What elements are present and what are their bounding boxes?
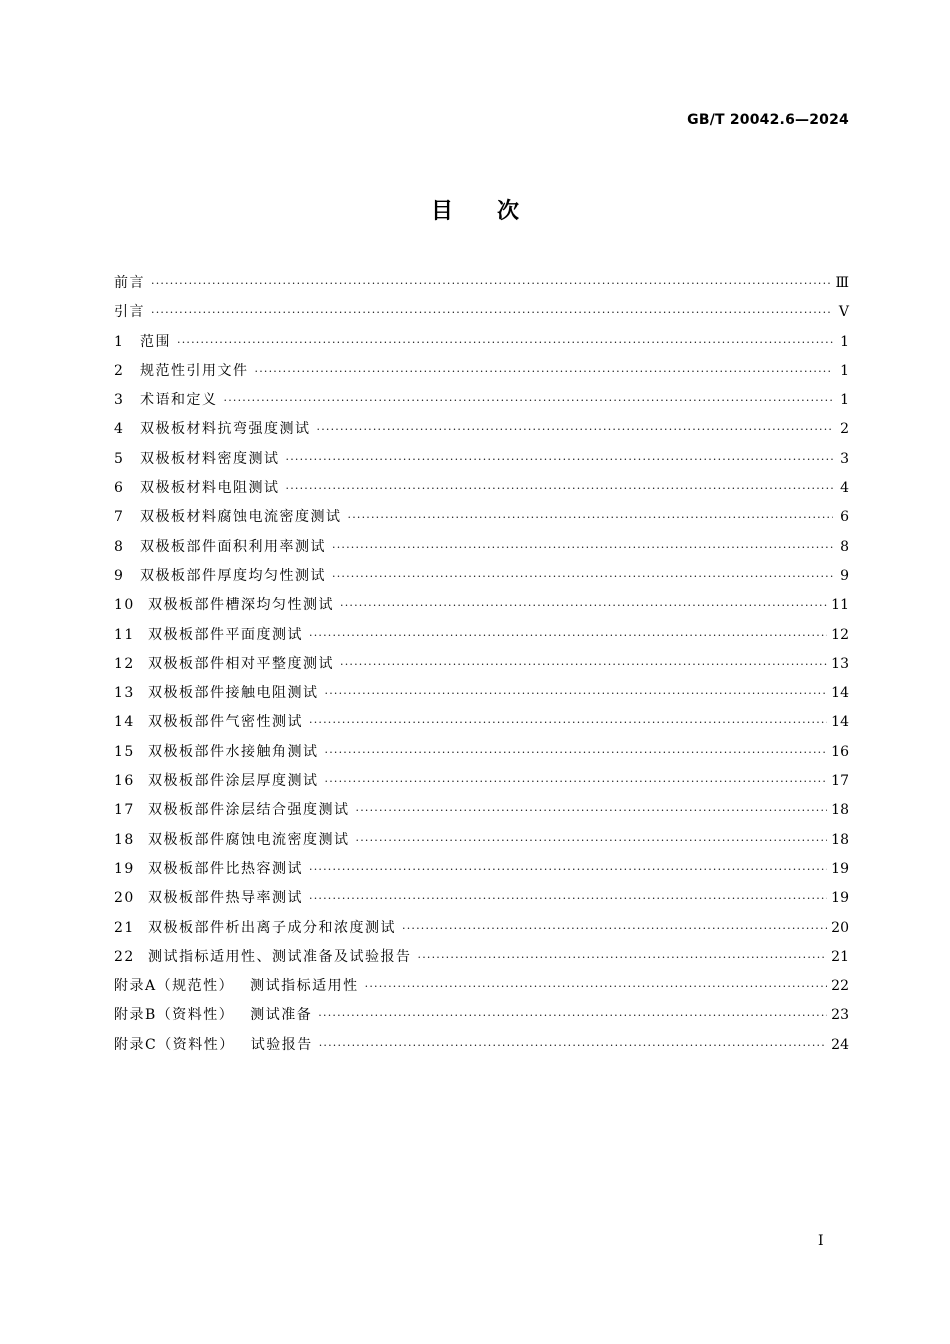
toc-entry-number: 12 <box>114 655 135 672</box>
toc-entry-page: 13 <box>831 655 849 672</box>
dot-leader <box>224 386 834 415</box>
toc-entry-number: 16 <box>114 773 135 790</box>
toc-entry-number: 15 <box>114 743 135 760</box>
appendix-tag: 附录C（资料性） <box>114 1036 235 1053</box>
dot-leader <box>348 503 834 532</box>
dot-leader <box>365 972 828 1001</box>
toc-entry-page: 2 <box>840 421 849 438</box>
toc-entry[interactable] <box>114 591 849 620</box>
appendix-tag: 附录A（规范性） <box>114 978 235 995</box>
dot-leader <box>340 650 827 679</box>
dot-leader <box>418 943 828 972</box>
toc-entry[interactable] <box>114 386 849 415</box>
dot-leader <box>402 914 827 943</box>
toc-entry-label: 双极板部件接触电阻测试 <box>148 685 319 702</box>
dot-leader <box>309 884 827 913</box>
dot-leader <box>255 357 834 386</box>
toc-entry-page: 12 <box>831 626 849 643</box>
toc-entry-foreword[interactable] <box>114 269 849 298</box>
toc-entry[interactable] <box>114 357 849 386</box>
toc-entry-number: 19 <box>114 860 135 877</box>
toc-entry-page: 1 <box>840 333 849 350</box>
toc-entry-label: 试验报告 <box>250 1036 313 1053</box>
toc-entry-number: 5 <box>114 450 125 467</box>
toc-entry-label: 测试准备 <box>250 1007 313 1024</box>
toc-entry-label: 范围 <box>140 333 171 350</box>
dot-leader <box>325 679 828 708</box>
toc-entry-page: 20 <box>831 919 849 936</box>
toc-entry-label: 测试指标适用性、测试准备及试验报告 <box>148 948 412 965</box>
toc-entry-page: 17 <box>831 773 849 790</box>
toc-entry-page: Ⅲ <box>835 275 849 291</box>
appendix-tag: 附录B（资料性） <box>114 1007 235 1024</box>
toc-appendix-c[interactable] <box>114 1031 849 1060</box>
toc-entry-number: 3 <box>114 392 125 409</box>
toc-entry-label: 引言 <box>114 304 145 321</box>
toc-entry-number: 18 <box>114 831 135 848</box>
toc-entry-number: 9 <box>114 567 125 584</box>
toc-entry-label: 规范性引用文件 <box>140 362 249 379</box>
toc-entry-number: 17 <box>114 802 135 819</box>
toc-entry-number: 8 <box>114 538 125 555</box>
toc-entry-page: 24 <box>831 1036 849 1053</box>
toc-entry-page: 6 <box>840 509 849 526</box>
toc-entry-page: 14 <box>831 714 849 731</box>
toc-entry-label: 双极板部件相对平整度测试 <box>148 655 334 672</box>
toc-entry-number: 21 <box>114 919 135 936</box>
toc-entry-number: 6 <box>114 480 125 497</box>
dot-leader <box>332 533 833 562</box>
toc-entry-page: 4 <box>840 480 849 497</box>
toc-entry-page: 22 <box>831 978 849 995</box>
toc-entry-label: 双极板部件比热容测试 <box>148 860 303 877</box>
toc-entry[interactable] <box>114 503 849 532</box>
dot-leader <box>356 796 828 825</box>
toc-entry[interactable] <box>114 533 849 562</box>
toc-entry-page: 1 <box>840 392 849 409</box>
dot-leader <box>151 269 831 298</box>
dot-leader <box>340 591 827 620</box>
toc-entry-label: 前言 <box>114 275 145 291</box>
toc-entry-page: 8 <box>840 538 849 555</box>
toc-entry[interactable] <box>114 767 849 796</box>
toc-entry-page: Ⅴ <box>838 304 849 321</box>
dot-leader <box>319 1031 827 1060</box>
toc-entry-label: 双极板材料电阻测试 <box>140 480 280 497</box>
toc-entry-number: 11 <box>114 626 135 643</box>
table-of-contents <box>114 269 849 1060</box>
toc-entry-number: 1 <box>114 333 125 350</box>
toc-entry[interactable] <box>114 621 849 650</box>
toc-entry-label: 双极板部件涂层厚度测试 <box>148 773 319 790</box>
toc-entry-page: 21 <box>831 948 849 965</box>
toc-entry[interactable] <box>114 328 849 357</box>
toc-entry-number: 4 <box>114 421 125 438</box>
toc-entry-label: 双极板部件水接触角测试 <box>148 743 319 760</box>
toc-entry[interactable] <box>114 855 849 884</box>
toc-entry-number: 13 <box>114 685 135 702</box>
toc-entry-page: 9 <box>840 567 849 584</box>
toc-entry-label: 术语和定义 <box>140 392 218 409</box>
toc-entry[interactable] <box>114 562 849 591</box>
dot-leader <box>177 328 833 357</box>
toc-entry-page: 19 <box>831 890 849 907</box>
toc-entry[interactable] <box>114 884 849 913</box>
toc-entry-introduction[interactable] <box>114 298 849 327</box>
toc-entry-label: 双极板部件平面度测试 <box>148 626 303 643</box>
toc-appendix-a[interactable] <box>114 972 849 1001</box>
toc-entry[interactable] <box>114 943 849 972</box>
toc-entry-label: 双极板部件热导率测试 <box>148 890 303 907</box>
dot-leader <box>286 474 834 503</box>
toc-entry-label: 双极板材料密度测试 <box>140 450 280 467</box>
toc-entry[interactable] <box>114 796 849 825</box>
page-folio: Ⅰ <box>818 1233 824 1249</box>
toc-entry[interactable] <box>114 445 849 474</box>
toc-entry-label: 双极板部件面积利用率测试 <box>140 538 326 555</box>
toc-entry[interactable] <box>114 474 849 503</box>
toc-entry[interactable] <box>114 679 849 708</box>
toc-entry-page: 1 <box>840 362 849 379</box>
toc-entry-label: 双极板部件槽深均匀性测试 <box>148 597 334 614</box>
toc-entry-page: 16 <box>831 743 849 760</box>
dot-leader <box>317 415 834 444</box>
toc-entry[interactable] <box>114 738 849 767</box>
toc-entry-page: 23 <box>831 1007 849 1024</box>
dot-leader <box>325 767 828 796</box>
toc-entry-page: 19 <box>831 860 849 877</box>
toc-entry-number: 10 <box>114 597 135 614</box>
toc-entry-label: 双极板部件厚度均匀性测试 <box>140 567 326 584</box>
dot-leader <box>309 855 827 884</box>
dot-leader <box>356 826 828 855</box>
dot-leader <box>151 298 833 327</box>
toc-entry[interactable] <box>114 826 849 855</box>
toc-appendix-b[interactable] <box>114 1001 849 1030</box>
standard-number: GB/T 20042.6—2024 <box>687 112 849 128</box>
toc-entry-label: 双极板材料抗弯强度测试 <box>140 421 311 438</box>
toc-entry-number: 7 <box>114 509 125 526</box>
toc-entry-page: 11 <box>831 597 849 614</box>
page-title: 目次 <box>430 199 563 224</box>
toc-entry[interactable] <box>114 708 849 737</box>
toc-entry-page: 14 <box>831 685 849 702</box>
dot-leader <box>286 445 834 474</box>
toc-entry[interactable] <box>114 914 849 943</box>
dot-leader <box>309 708 827 737</box>
toc-entry-page: 3 <box>840 450 849 467</box>
dot-leader <box>309 621 827 650</box>
toc-entry-label: 双极板部件析出离子成分和浓度测试 <box>148 919 396 936</box>
toc-entry[interactable] <box>114 650 849 679</box>
toc-entry-label: 双极板部件涂层结合强度测试 <box>148 802 350 819</box>
toc-entry-page: 18 <box>831 802 849 819</box>
toc-entry-label: 双极板部件气密性测试 <box>148 714 303 731</box>
toc-entry-number: 14 <box>114 714 135 731</box>
dot-leader <box>318 1001 827 1030</box>
dot-leader <box>325 738 828 767</box>
toc-entry-number: 20 <box>114 890 135 907</box>
toc-entry-label: 双极板材料腐蚀电流密度测试 <box>140 509 342 526</box>
toc-entry-page: 18 <box>831 831 849 848</box>
toc-entry-number: 22 <box>114 948 135 965</box>
toc-entry-label: 测试指标适用性 <box>250 978 359 995</box>
toc-entry-label: 双极板部件腐蚀电流密度测试 <box>148 831 350 848</box>
dot-leader <box>332 562 833 591</box>
toc-entry-number: 2 <box>114 362 125 379</box>
toc-entry[interactable] <box>114 415 849 444</box>
